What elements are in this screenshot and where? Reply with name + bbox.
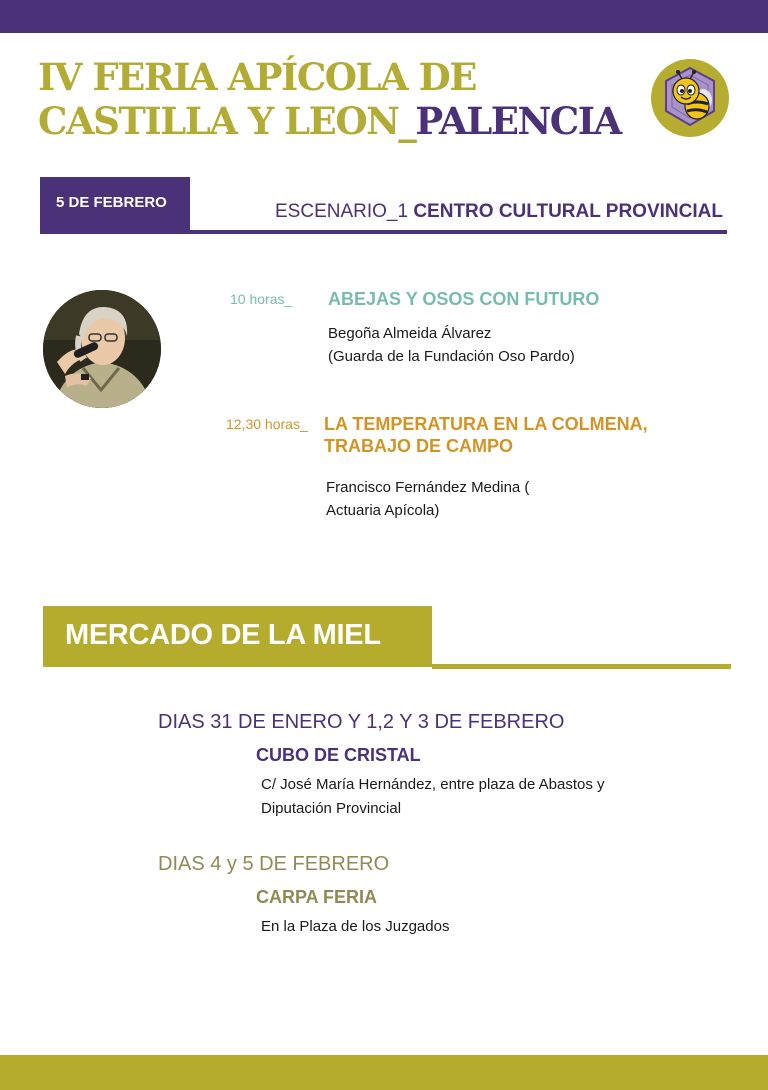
speaker-photo [43, 290, 161, 408]
bee-mascot-icon [651, 59, 729, 137]
talk-title-line: ABEJAS Y OSOS CON FUTURO [328, 289, 600, 309]
bottom-bar [0, 1055, 768, 1090]
market-underline [432, 664, 731, 669]
talk-time: 10 horas_ [230, 291, 293, 307]
market-days: DIAS 31 DE ENERO Y 1,2 Y 3 DE FEBRERO [158, 711, 565, 733]
stage-name: CENTRO CULTURAL PROVINCIAL [413, 201, 723, 222]
market-venue: CUBO DE CRISTAL [256, 745, 421, 765]
speaker-line: Actuaria Apícola) [326, 502, 440, 519]
market-address [261, 915, 449, 939]
title-line-1: IV FERIA APÍCOLA DE [38, 55, 476, 99]
talk-speaker [326, 476, 529, 522]
speaker-line: Francisco Fernández Medina ( [326, 479, 530, 496]
talk-title [328, 288, 599, 310]
address-line: C/ José María Hernández, entre plaza de Abastos y [261, 776, 605, 793]
speaker-line: Begoña Almeida Álvarez [328, 325, 492, 342]
top-bar [0, 0, 768, 33]
stage-heading [275, 201, 723, 223]
date-label: 5 DE FEBRERO [40, 177, 190, 234]
address-line: Diputación Provincial [261, 800, 402, 817]
stage-prefix: ESCENARIO_1 [275, 201, 414, 222]
speaker-line: (Guarda de la Fundación Oso Pardo) [328, 348, 575, 365]
title-line-2 [38, 99, 621, 143]
market-days: DIAS 4 y 5 DE FEBRERO [158, 853, 390, 875]
market-venue: CARPA FERIA [256, 887, 377, 907]
page-title [38, 55, 621, 143]
talk-title-line: TRABAJO DE CAMPO [324, 436, 514, 456]
title-prefix: CASTILLA Y LEON_ [38, 99, 416, 143]
talk-time: 12,30 horas_ [226, 416, 308, 432]
stage-underline [190, 230, 727, 234]
talk-title [324, 413, 648, 457]
talk-title-line: LA TEMPERATURA EN LA COLMENA, [324, 414, 648, 434]
title-city: PALENCIA [415, 99, 621, 143]
market-heading: MERCADO DE LA MIEL [43, 606, 432, 667]
talk-speaker [328, 322, 575, 368]
market-address [261, 773, 605, 821]
address-line: En la Plaza de los Juzgados [261, 918, 450, 935]
